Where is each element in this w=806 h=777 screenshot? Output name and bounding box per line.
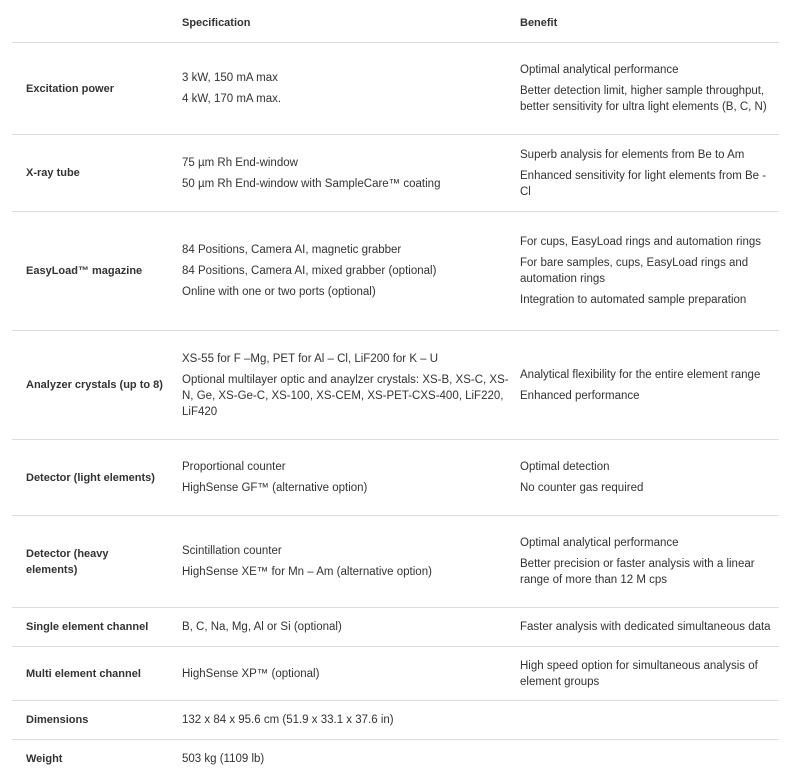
specification-line: 84 Positions, Camera AI, magnetic grabber [182, 244, 402, 256]
row-parameter: X-ray tube [26, 167, 80, 179]
benefit-line: Faster analysis with dedicated simultaneous data [520, 621, 771, 633]
table-row [12, 43, 779, 135]
specification-line: HighSense XE™ for Mn – Am (alternative option) [182, 566, 432, 578]
specification-line: Scintillation counter [182, 545, 282, 557]
row-specification [182, 64, 520, 113]
specification-line: 4 kW, 170 mA max. [182, 93, 282, 105]
row-parameter: Multi element channel [26, 667, 141, 680]
row-benefit [520, 652, 779, 696]
benefit-line: For bare samples, cups, EasyLoad rings and automation rings [520, 257, 749, 285]
row-parameter: Excitation power [26, 82, 115, 95]
specification-line: 84 Positions, Camera AI, mixed grabber (optional) [182, 265, 437, 277]
header-benefit: Benefit [520, 17, 558, 29]
table-row [12, 440, 779, 516]
header-specification: Specification [182, 17, 251, 29]
row-specification [182, 613, 520, 641]
benefit-line: Better detection limit, higher sample throughput, better sensitivity for ultra light elements (B, C, N) [520, 85, 767, 113]
row-benefit [520, 141, 779, 206]
table-row [12, 135, 779, 212]
row-benefit [520, 753, 779, 765]
specification-line: HighSense XP™ (optional) [182, 667, 320, 680]
table-row [12, 740, 779, 777]
row-specification [182, 236, 520, 306]
row-parameter: Detector (light elements) [26, 471, 155, 484]
row-parameter: Single element channel [26, 621, 149, 633]
specification-line: 75 µm Rh End-window [182, 156, 298, 169]
row-specification [182, 149, 520, 198]
row-benefit [520, 613, 779, 641]
row-benefit [520, 361, 779, 410]
specification-line: 50 µm Rh End-window with SampleCare™ coating [182, 177, 441, 190]
table-row [12, 331, 779, 440]
row-benefit [520, 529, 779, 594]
row-specification [182, 706, 520, 734]
specification-line: 132 x 84 x 95.6 cm (51.9 x 33.1 x 37.6 in) [182, 714, 394, 726]
spec-table [12, 4, 779, 777]
row-specification [182, 453, 520, 502]
benefit-line: Optimal analytical performance [520, 64, 679, 76]
row-parameter: EasyLoad™ magazine [26, 265, 143, 277]
benefit-line: High speed option for simultaneous analysis of element groups [520, 659, 758, 688]
row-parameter: Detector (heavy elements) [26, 547, 109, 576]
specification-line: XS-55 for F –Mg, PET for Al – Cl, LiF200 for K – U [182, 352, 439, 365]
table-row [12, 516, 779, 608]
benefit-line: Enhanced sensitivity for light elements from Be - Cl [520, 169, 767, 198]
row-specification [182, 345, 520, 426]
row-benefit [520, 228, 779, 314]
table-header [12, 4, 779, 43]
specification-line: Proportional counter [182, 461, 286, 473]
benefit-line: For cups, EasyLoad rings and automation rings [520, 236, 761, 248]
benefit-line: Enhanced performance [520, 389, 640, 402]
table-row [12, 701, 779, 740]
row-benefit [520, 453, 779, 502]
table-row [12, 647, 779, 701]
row-specification [182, 660, 520, 688]
specification-line: B, C, Na, Mg, Al or Si (optional) [182, 621, 342, 633]
benefit-line: Superb analysis for elements from Be to Am [520, 148, 745, 161]
row-benefit [520, 56, 779, 121]
row-specification [182, 745, 520, 773]
row-parameter: Weight [26, 752, 63, 765]
table-row [12, 608, 779, 647]
row-benefit [520, 714, 779, 726]
benefit-line: Integration to automated sample preparation [520, 294, 747, 306]
row-specification [182, 537, 520, 586]
row-parameter: Analyzer crystals (up to 8) [26, 379, 163, 391]
benefit-line: No counter gas required [520, 482, 644, 494]
benefit-line: Optimal analytical performance [520, 537, 679, 549]
benefit-line: Analytical flexibility for the entire element range [520, 368, 761, 381]
specification-line: Online with one or two ports (optional) [182, 286, 376, 298]
table-row [12, 212, 779, 331]
benefit-line: Better precision or faster analysis with a linear range of more than 12 M cps [520, 558, 755, 586]
specification-line: Optional multilayer optic and anaylzer crystals: XS-B, XS-C, XS-N, Ge, XS-Ge-C, XS-100, XS-CEM, XS-PET-CXS-400, LiF220, LiF420 [182, 373, 509, 418]
benefit-line: Optimal detection [520, 461, 610, 473]
specification-line: 3 kW, 150 mA max [182, 72, 278, 84]
specification-line: HighSense GF™ (alternative option) [182, 482, 368, 494]
row-parameter: Dimensions [26, 714, 89, 726]
specification-line: 503 kg (1109 lb) [182, 752, 265, 765]
